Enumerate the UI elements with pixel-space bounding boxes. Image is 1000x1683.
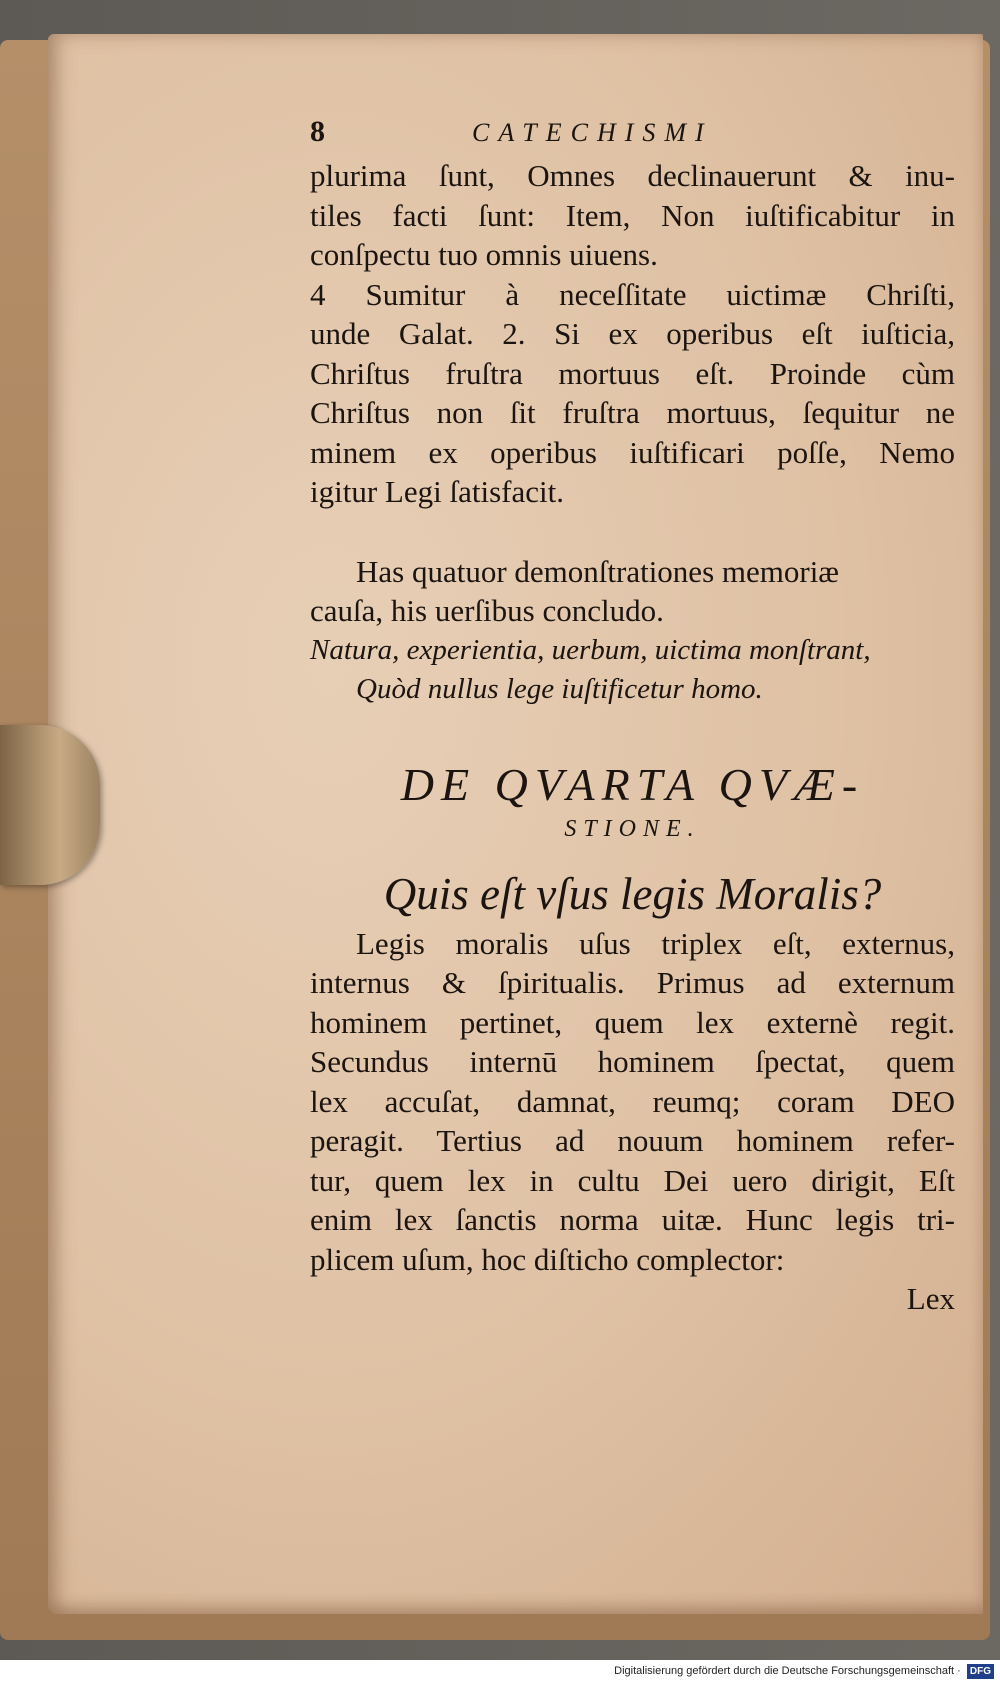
page-number: 8 bbox=[310, 115, 325, 148]
answer-line: internus & ſpiritualis. Primus ad externum bbox=[310, 965, 955, 1000]
answer-line: Legis moralis uſus triplex eſt, externus, bbox=[356, 925, 955, 961]
answer-line: lex accuſat, damnat, reumq; coram DEO bbox=[310, 1083, 955, 1119]
text-line: tiles facti ſunt: Item, Non iuſtificabitur in bbox=[310, 197, 955, 233]
answer-line: tur, quem lex in cultu Dei uero dirigit, Eſt bbox=[310, 1162, 955, 1198]
conclusion-line: Has quatuor demonſtrationes memoriæ bbox=[356, 553, 839, 589]
answer-line: plicem uſum, hoc diſticho complector: bbox=[310, 1241, 785, 1277]
dfg-logo: DFG bbox=[967, 1664, 994, 1679]
verse-line: Quòd nullus lege iuſtificetur homo. bbox=[356, 673, 763, 705]
running-title: CATECHISMI bbox=[472, 118, 713, 147]
answer-line: hominem pertinet, quem lex externè regit. bbox=[310, 1004, 955, 1040]
text-line: plurima ſunt, Omnes declinauerunt & inu- bbox=[310, 158, 955, 193]
answer-line: peragit. Tertius ad nouum hominem refer- bbox=[310, 1123, 955, 1158]
verse-line: Natura, experientia, uerbum, uictima monſtrant, bbox=[310, 633, 871, 666]
section-heading: DE QVARTA QVÆ- bbox=[400, 758, 865, 810]
running-header bbox=[310, 112, 955, 156]
answer-line: enim lex ſanctis norma uitæ. Hunc legis tri- bbox=[310, 1202, 955, 1237]
text-line: minem ex operibus iuſtificari poſſe, Nemo bbox=[310, 434, 955, 470]
digitization-footer bbox=[0, 1660, 1000, 1683]
text-line: Chriſtus fruſtra mortuus eſt. Proinde cùm bbox=[310, 355, 955, 391]
section-subheading: STIONE. bbox=[564, 815, 701, 842]
question-title: Quis eſt vſus legis Moralis? bbox=[383, 868, 882, 919]
text-line: igitur Legi ſatisfacit. bbox=[310, 474, 564, 509]
text-line: 4 Sumitur à neceſſitate uictimæ Chriſti, bbox=[310, 276, 955, 312]
conclusion-line: cauſa, his uerſibus concludo. bbox=[310, 593, 664, 628]
text-line: Chriſtus non ſit fruſtra mortuus, ſequitur ne bbox=[310, 395, 955, 430]
text-line: unde Galat. 2. Si ex operibus eſt iuſticia, bbox=[310, 316, 955, 351]
text-line: conſpectu tuo omnis uiuens. bbox=[310, 237, 658, 272]
answer-line: Secundus internū hominem ſpectat, quem bbox=[310, 1044, 955, 1079]
page-clip bbox=[0, 725, 100, 885]
catchword: Lex bbox=[906, 1281, 955, 1316]
page-text bbox=[310, 112, 955, 1319]
footer-credit: Digitalisierung gefördert durch die Deutsche Forschungsgemeinschaft · bbox=[614, 1665, 961, 1677]
